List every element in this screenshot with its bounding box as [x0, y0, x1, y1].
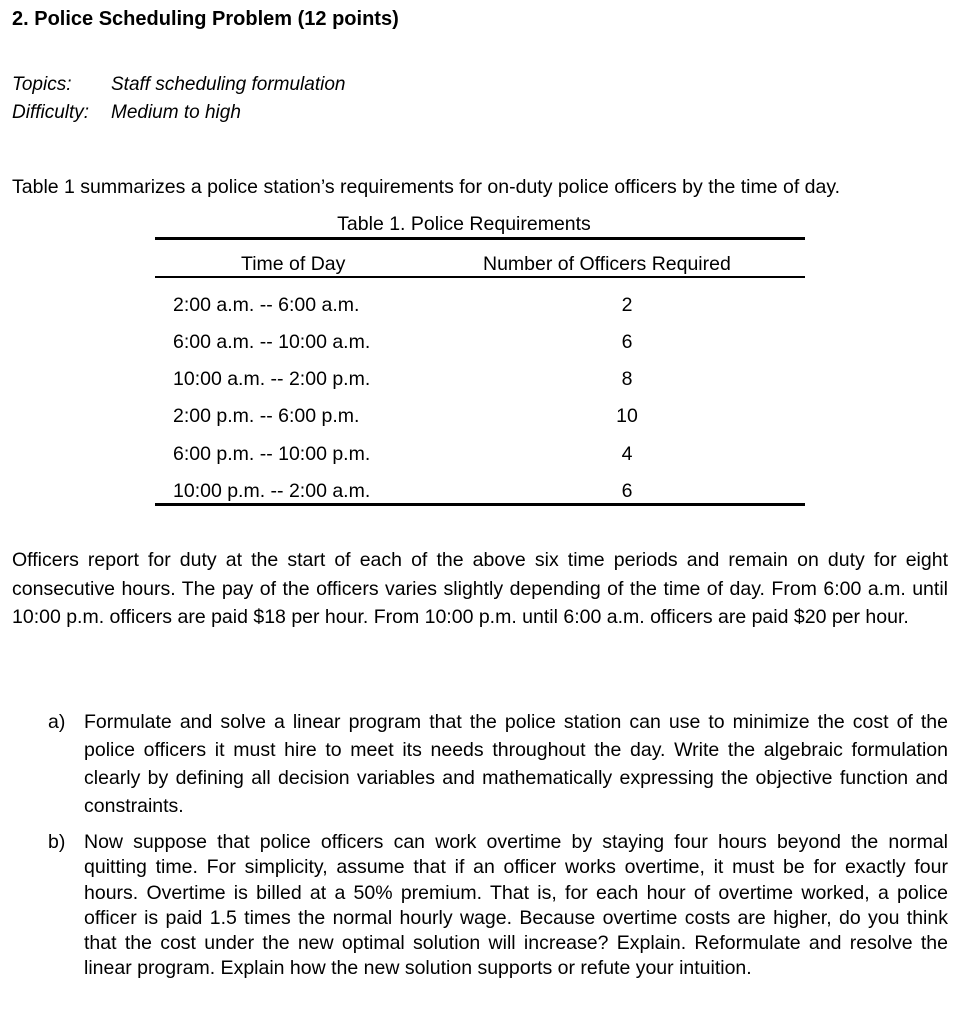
officers-cell: 10: [616, 405, 638, 427]
part-a-label: a): [48, 711, 66, 733]
difficulty-row: [12, 102, 241, 124]
time-cell: 2:00 p.m. -- 6:00 p.m.: [173, 405, 360, 427]
question-part-a: [48, 708, 948, 820]
question-part-b: [48, 830, 948, 982]
table-row: [155, 368, 805, 405]
officers-cell: 6: [621, 331, 633, 353]
time-cell: 6:00 p.m. -- 10:00 p.m.: [173, 443, 371, 465]
time-cell: 6:00 a.m. -- 10:00 a.m.: [173, 331, 371, 353]
difficulty-value: Medium to high: [111, 102, 241, 123]
time-cell: 10:00 a.m. -- 2:00 p.m.: [173, 368, 371, 390]
table-row: [155, 480, 805, 517]
part-b-label: b): [48, 831, 66, 853]
officers-cell: 6: [621, 480, 633, 502]
time-cell: 2:00 a.m. -- 6:00 a.m.: [173, 294, 360, 316]
topics-label: Topics:: [12, 74, 72, 95]
part-b-text: Now suppose that police officers can work overtime by staying four hours beyond the normal quitting time. For simplicity, assume that if an officer works overtime, it must be for exactly four hours. Overtime is billed at a 50% premium. That is, for each hour of overtime worked, a police officer is paid 1.5 times the normal hourly wage. Because overtime costs are higher, do you think that the cost under the new optimal solution will increase? Explain. Reformulate and resolve the linear program. Explain how the new solution supports or refute your intuition.: [84, 831, 948, 980]
difficulty-label: Difficulty:: [12, 102, 90, 123]
column-header-time: Time of Day: [241, 253, 346, 275]
intro-paragraph: Table 1 summarizes a police station’s requirements for on-duty police officers by the time of day.: [12, 176, 841, 198]
officers-cell: 2: [621, 294, 633, 316]
table-row: [155, 331, 805, 368]
description-paragraph: Officers report for duty at the start of each of the above six time periods and remain on duty for eight consecutive hours. The pay of the officers varies slightly depending of the time of day. From 6:00 a.m. until 10:00 p.m. officers are paid $18 per hour. From 10:00 p.m. until 6:00 a.m. officers are paid $20 per hour.: [12, 549, 948, 628]
table-caption: [155, 213, 805, 236]
officers-cell: 8: [621, 368, 633, 390]
table-caption-text: Table 1. Police Requirements: [337, 213, 591, 235]
officers-cell: 4: [621, 443, 633, 465]
topics-value: Staff scheduling formulation: [111, 74, 346, 95]
table-row: [155, 294, 805, 331]
time-cell: 10:00 p.m. -- 2:00 a.m.: [173, 480, 371, 502]
column-header-officers: Number of Officers Required: [483, 253, 731, 275]
table-header-rule: [155, 276, 805, 278]
table-row: [155, 443, 805, 480]
table-top-rule: [155, 237, 805, 240]
topics-row: [12, 74, 345, 96]
part-a-text: Formulate and solve a linear program that the police station can use to minimize the cost of the police officers it must hire to meet its needs throughout the day. Write the algebraic formulation clearly by defining all decision variables and mathematically expressing the objective function and constraints.: [84, 711, 948, 817]
table-row: [155, 405, 805, 442]
table-bottom-rule: [155, 503, 805, 506]
problem-heading: 2. Police Scheduling Problem (12 points): [12, 8, 399, 30]
